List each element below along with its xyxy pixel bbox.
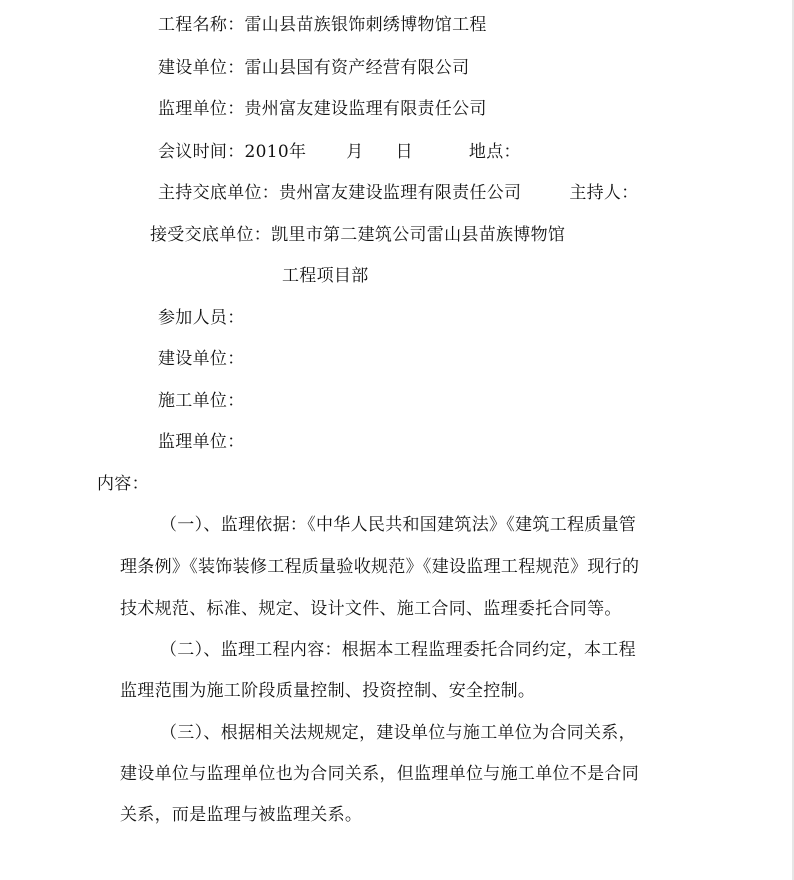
day-label: 日 bbox=[395, 142, 413, 162]
supervision-unit-line: 监理单位：贵州富友建设监理有限责任公司 bbox=[158, 99, 487, 119]
paragraph-3-line-2: 建设单位与监理单位也为合同关系，但监理单位与施工单位不是合同 bbox=[120, 764, 639, 784]
paragraph-2-line-2: 监理范围为施工阶段质量控制、投资控制、安全控制。 bbox=[120, 681, 536, 701]
content-title: 内容： bbox=[97, 474, 149, 494]
paragraph-1-line-2: 理条例》《装饰装修工程质量验收规范》《建设监理工程规范》现行的 bbox=[120, 557, 640, 577]
paragraph-1-line-1: （一）、监理依据：《中华人民共和国建筑法》《建筑工程质量管 bbox=[160, 515, 637, 535]
receiving-unit-line: 接受交底单位：凯里市第二建筑公司雷山县苗族博物馆 bbox=[150, 225, 566, 245]
participant-construction-unit: 建设单位： bbox=[158, 349, 245, 369]
participant-supervisor-unit: 监理单位： bbox=[158, 432, 245, 452]
paragraph-3-line-3: 关系，而是监理与被监理关系。 bbox=[120, 805, 363, 825]
participants-title: 参加人员： bbox=[158, 308, 245, 328]
paragraph-2-line-1: （二）、监理工程内容：根据本工程监理委托合同约定，本工程 bbox=[160, 640, 636, 660]
meeting-time-line bbox=[158, 141, 521, 163]
host-unit: 主持交底单位：贵州富友建设监理有限责任公司 bbox=[158, 183, 522, 203]
host-person-label: 主持人： bbox=[569, 183, 639, 203]
meeting-time-label: 会议时间：2010年 bbox=[158, 142, 307, 162]
month-label: 月 bbox=[346, 142, 364, 162]
paragraph-3-line-1: （三）、根据相关法规规定，建设单位与施工单位为合同关系， bbox=[160, 723, 636, 743]
location-label: 地点： bbox=[468, 142, 521, 162]
host-unit-line bbox=[158, 182, 639, 204]
participant-builder-unit: 施工单位： bbox=[158, 391, 245, 411]
project-name-line: 工程名称：雷山县苗族银饰刺绣博物馆工程 bbox=[158, 15, 487, 35]
paragraph-1-line-3: 技术规范、标准、规定、设计文件、施工合同、监理委托合同等。 bbox=[120, 599, 622, 619]
construction-unit-line: 建设单位：雷山县国有资产经营有限公司 bbox=[158, 58, 470, 78]
receiving-unit-continuation: 工程项目部 bbox=[282, 266, 369, 286]
